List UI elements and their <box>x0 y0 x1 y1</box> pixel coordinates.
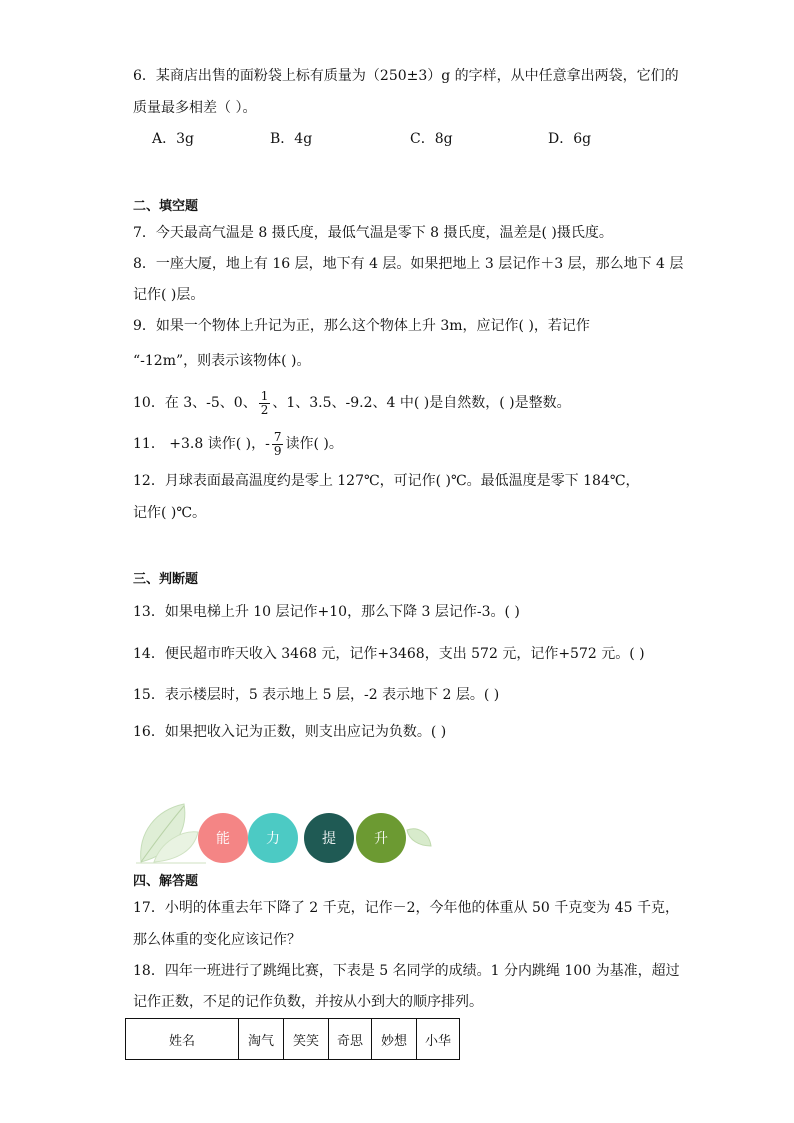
q9-line2: “-12m”，则表示该物体( )。 <box>133 353 311 369</box>
section-fill-blank-title: 二、填空题 <box>133 199 199 214</box>
q10-fraction-numerator: 1 <box>260 388 269 403</box>
jump-rope-table <box>125 1018 460 1060</box>
table-cell: 小华 <box>417 1019 460 1060</box>
q17-line1: 17．小明的体重去年下降了 2 千克，记作－2，今年他的体重从 50 千克变为 45 千克， <box>133 900 679 916</box>
q6-line1: 6．某商店出售的面粉袋上标有质量为（250±3）g 的字样，从中任意拿出两袋，它们的 <box>133 68 679 84</box>
q8-line2: 记作( )层。 <box>133 287 205 303</box>
q12-line2: 记作( )℃。 <box>133 505 207 521</box>
table-row <box>126 1019 460 1060</box>
q6-line2: 质量最多相差（ ）。 <box>133 100 257 116</box>
q10-fraction <box>259 390 271 417</box>
table-cell: 妙想 <box>372 1019 417 1060</box>
banner-badge-sheng: 升 <box>356 813 406 863</box>
q6-option-a: A．3g <box>152 131 194 147</box>
banner-badge-li: 力 <box>248 813 298 863</box>
table-header-cell: 姓名 <box>126 1019 239 1060</box>
q11-suffix: 读作( )。 <box>285 436 343 452</box>
q6-option-d: D．6g <box>548 131 592 147</box>
q16: 16．如果把收入记为正数，则支出应记为负数。( ) <box>133 724 447 740</box>
q13: 13．如果电梯上升 10 层记作+10，那么下降 3 层记作-3。( ) <box>133 604 520 620</box>
q14: 14．便民超市昨天收入 3468 元，记作+3468，支出 572 元，记作+572 元。( ) <box>133 646 645 662</box>
section-answer-title: 四、解答题 <box>133 874 199 889</box>
q6-option-c: C．8g <box>410 131 453 147</box>
q6-option-b: B．4g <box>270 131 313 147</box>
small-leaf-icon <box>405 826 433 850</box>
q11-fraction <box>272 431 284 458</box>
table-cell: 笑笑 <box>284 1019 329 1060</box>
q7: 7．今天最高气温是 8 摄氏度，最低气温是零下 8 摄氏度，温差是( )摄氏度。 <box>133 225 613 241</box>
q10 <box>133 386 571 420</box>
table-cell: 淘气 <box>239 1019 284 1060</box>
q11 <box>133 427 343 461</box>
banner-badge-ti: 提 <box>304 813 354 863</box>
table-cell: 奇思 <box>329 1019 372 1060</box>
banner-badge-neng: 能 <box>198 813 248 863</box>
q11-prefix: 11． +3.8 读作( )，- <box>133 436 270 452</box>
section-judgement-title: 三、判断题 <box>133 572 199 587</box>
q10-prefix: 10．在 3、-5、0、 <box>133 395 257 411</box>
leaf-decoration-icon <box>136 802 206 864</box>
q10-fraction-denominator: 2 <box>260 402 269 417</box>
q17-line2: 那么体重的变化应该记作？ <box>133 932 301 948</box>
q11-fraction-numerator: 7 <box>273 429 282 444</box>
q12-line1: 12．月球表面最高温度约是零上 127℃，可记作( )℃。最低温度是零下 184℃， <box>133 473 640 489</box>
q9-line1: 9．如果一个物体上升记为正，那么这个物体上升 3m，应记作( )，若记作 <box>133 318 590 334</box>
q11-fraction-denominator: 9 <box>273 443 282 458</box>
q18-line1: 18．四年一班进行了跳绳比赛，下表是 5 名同学的成绩。1 分内跳绳 100 为基准，超过 <box>133 963 680 979</box>
q8-line1: 8．一座大厦，地上有 16 层，地下有 4 层。如果把地上 3 层记作＋3 层，那么地下 4 层 <box>133 256 684 272</box>
q15: 15．表示楼层时，5 表示地上 5 层，-2 表示地下 2 层。( ) <box>133 687 500 703</box>
q18-line2: 记作正数，不足的记作负数，并按从小到大的顺序排列。 <box>133 994 483 1010</box>
q10-suffix: 、1、3.5、-9.2、4 中( )是自然数，( )是整数。 <box>272 395 571 411</box>
